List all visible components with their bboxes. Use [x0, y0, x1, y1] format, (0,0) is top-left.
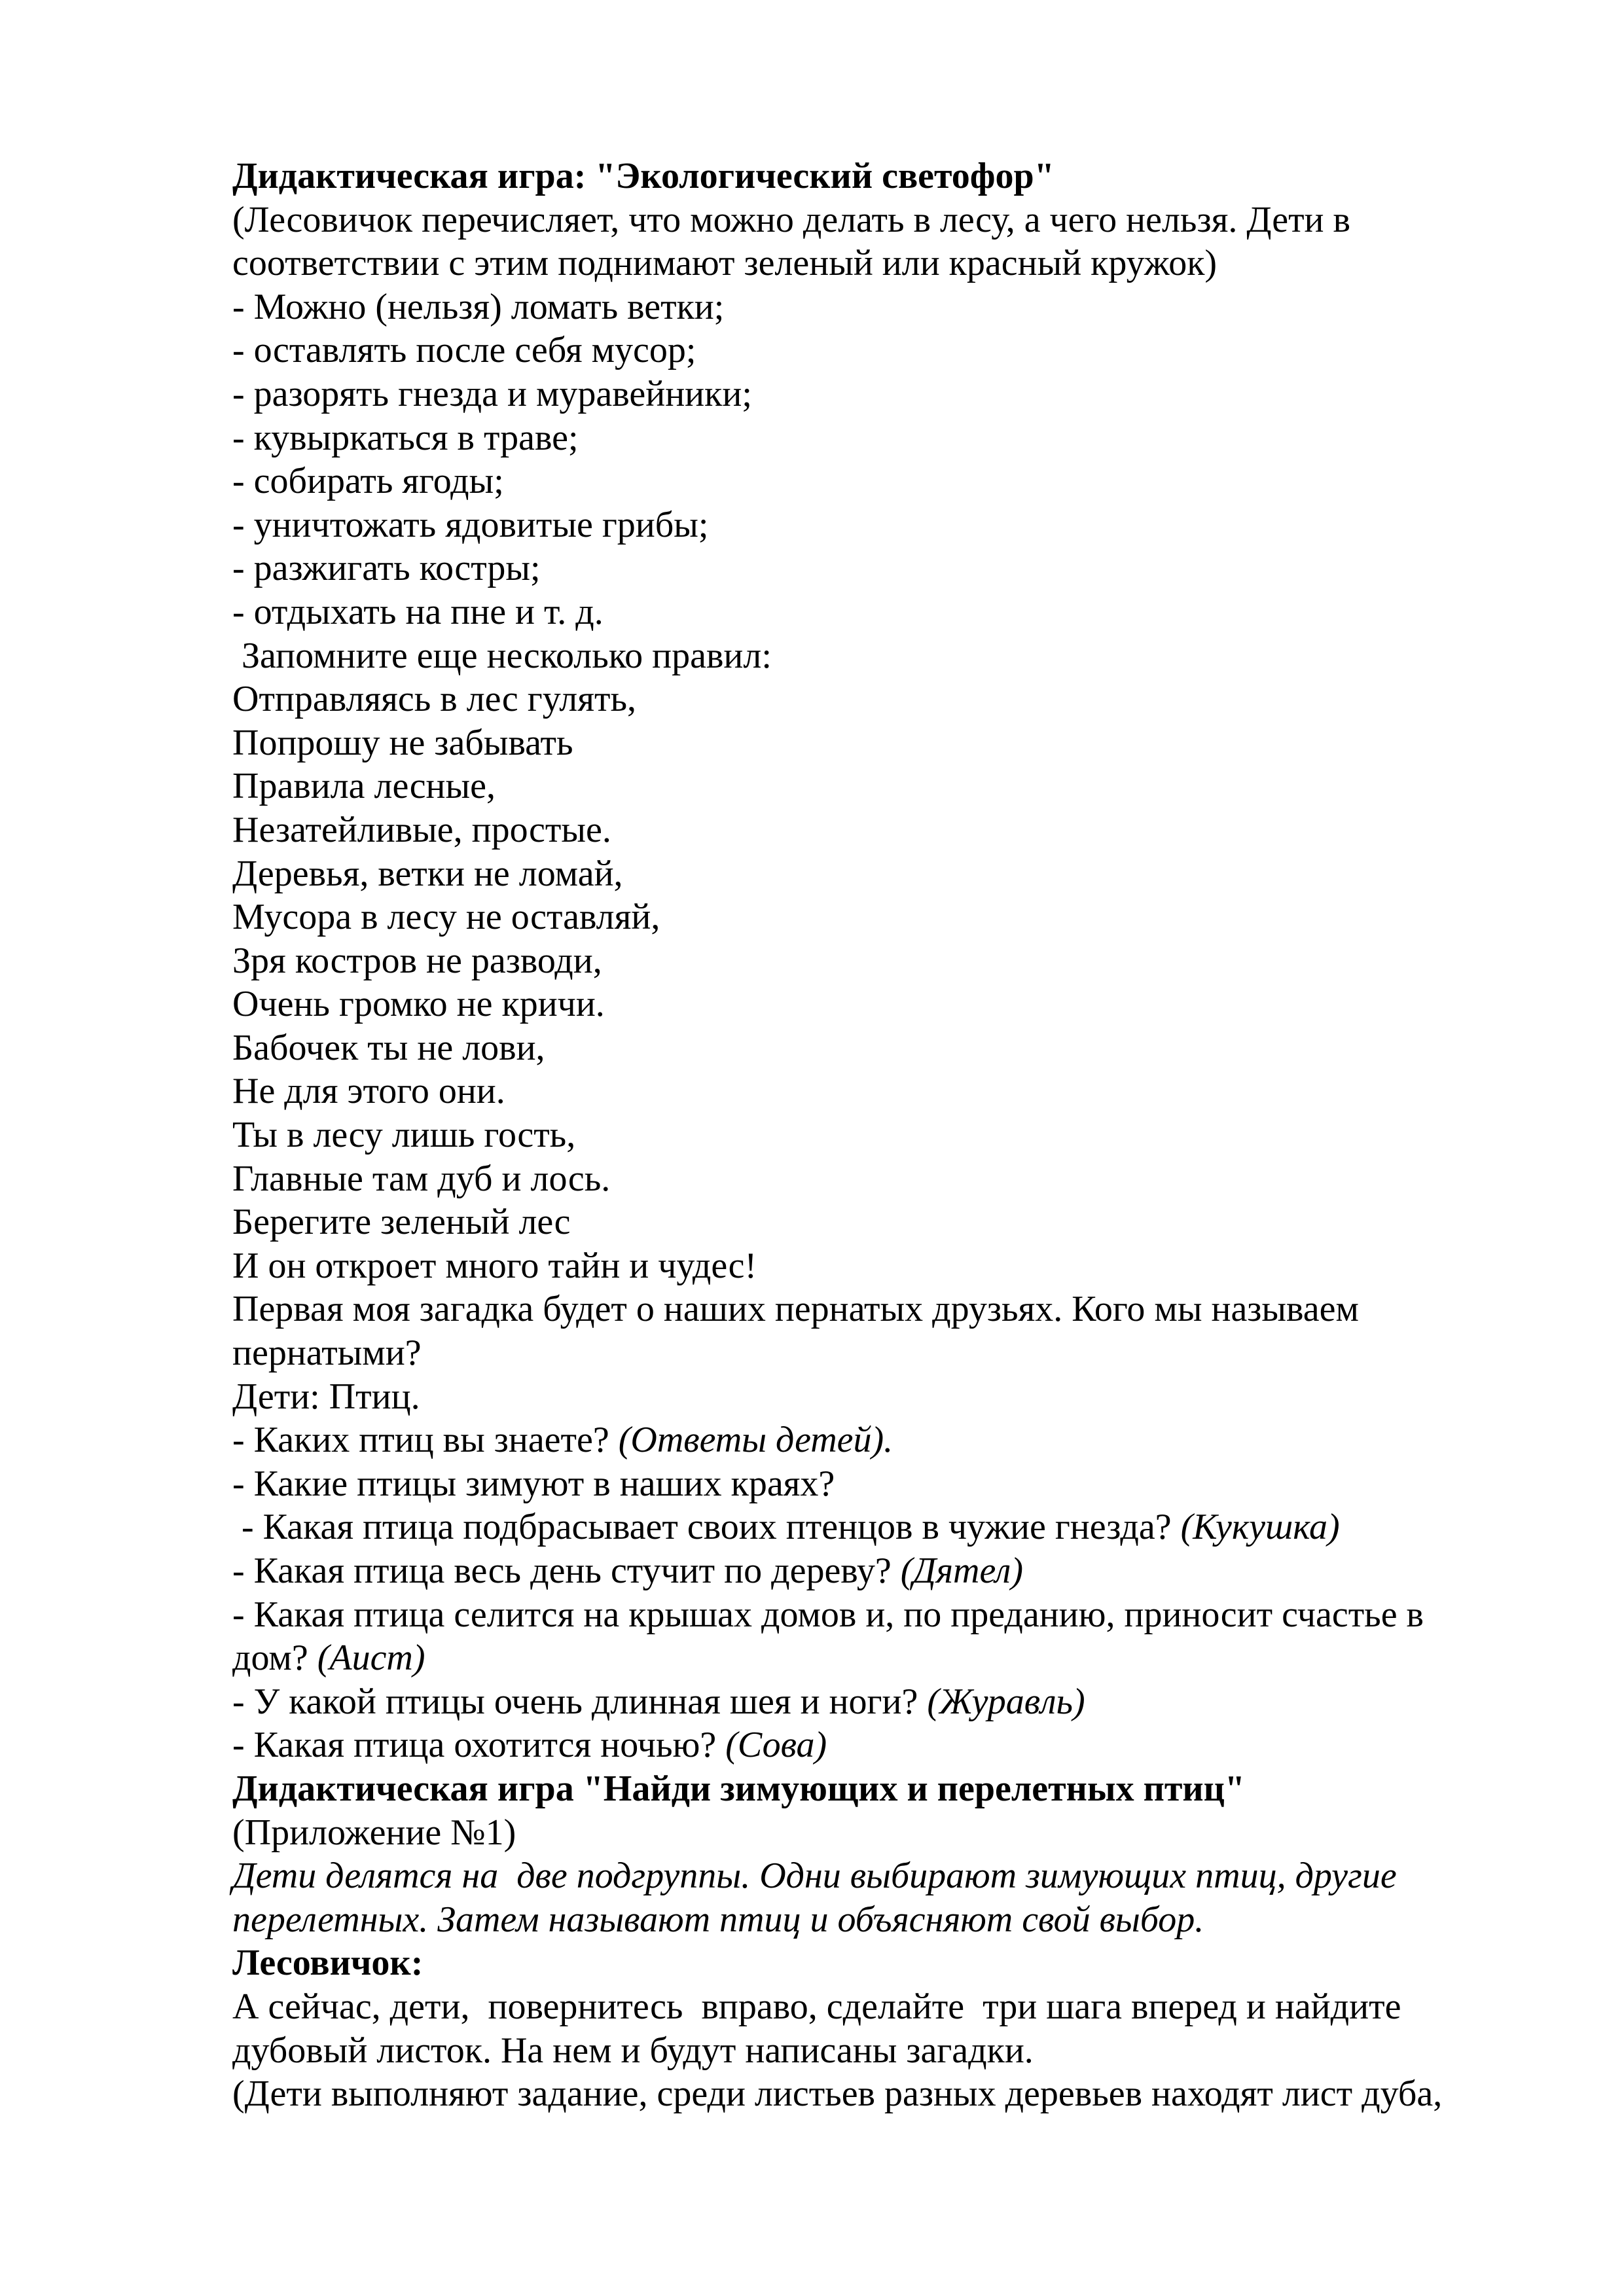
- question-line: [232, 1723, 1515, 1767]
- poem-line: Главные там дуб и лось.: [232, 1158, 611, 1199]
- list-item: - кувыркаться в траве;: [232, 417, 579, 458]
- question-answer: (Сова): [725, 1725, 827, 1766]
- poem-line: И он откроет много тайн и чудес!: [232, 1245, 757, 1286]
- stage-direction: (Дети выполняют задание, среди листьев разных деревьев находят лист дуба,: [232, 2073, 1443, 2115]
- speaker-label: Лесовичок:: [232, 1943, 424, 1984]
- question-text: дом?: [232, 1638, 317, 1679]
- question-line: [232, 1636, 1515, 1680]
- question-text: - Какая птица селится на крышах домов и, по преданию, приносит счастье в: [232, 1594, 1424, 1635]
- question-text: - Какая птица весь день стучит по дереву?: [232, 1551, 901, 1591]
- question-text: - Какие птицы зимуют в наших краях?: [232, 1463, 835, 1504]
- game-description: перелетных. Затем называют птиц и объясняют свой выбор.: [232, 1899, 1204, 1940]
- question-text: - Какая птица охотится ночью?: [232, 1725, 726, 1766]
- question-line: [232, 1549, 1515, 1593]
- intro-text: соответствии с этим поднимают зеленый или красный кружок): [232, 243, 1218, 284]
- speaker-text: А сейчас, дети, повернитесь вправо, сделайте три шага вперед и найдите: [232, 1986, 1401, 2027]
- list-item: - оставлять после себя мусор;: [232, 330, 696, 371]
- section-title-birds-game: Дидактическая игра "Найди зимующих и перелетных птиц": [232, 1768, 1245, 1809]
- question-answer: (Ответы детей).: [618, 1420, 893, 1461]
- question-answer: (Журавль): [927, 1681, 1085, 1722]
- question-line: [232, 1418, 1515, 1462]
- question-line: [232, 1505, 1515, 1549]
- poem-line: Берегите зеленый лес: [232, 1202, 571, 1243]
- riddle-text: Первая моя загадка будет о наших пернатых друзьях. Кого мы называем: [232, 1289, 1359, 1330]
- question-answer: (Дятел): [900, 1551, 1023, 1591]
- poem-line: Зря костров не разводи,: [232, 940, 602, 981]
- question-line: [232, 1680, 1515, 1724]
- riddle-text: пернатыми?: [232, 1333, 422, 1374]
- poem-line: Не для этого они.: [232, 1071, 505, 1112]
- document-page: [232, 154, 1515, 2116]
- poem-line: Ты в лесу лишь гость,: [232, 1115, 576, 1156]
- game-description: Дети делятся на две подгруппы. Одни выбирают зимующих птиц, другие: [232, 1856, 1397, 1897]
- question-answer: (Аист): [317, 1638, 425, 1679]
- poem-line: Отправляясь в лес гулять,: [232, 679, 637, 720]
- list-item: - отдыхать на пне и т. д.: [232, 591, 604, 632]
- list-item: - Можно (нельзя) ломать ветки;: [232, 286, 725, 327]
- poem-line: Мусора в лесу не оставляй,: [232, 897, 660, 938]
- intro-text: (Лесовичок перечисляет, что можно делать в лесу, а чего нельзя. Дети в: [232, 199, 1350, 240]
- section-title-eco-traffic-light: Дидактическая игра: "Экологический светофор": [232, 156, 1055, 196]
- poem-line: Деревья, ветки не ломай,: [232, 853, 623, 894]
- poem-line: Бабочек ты не лови,: [232, 1027, 545, 1068]
- speaker-text: дубовый листок. На нем и будут написаны загадки.: [232, 2030, 1034, 2071]
- poem-line: Незатейливые, простые.: [232, 809, 611, 850]
- question-text: - Каких птиц вы знаете?: [232, 1420, 619, 1461]
- list-item: - собирать ягоды;: [232, 461, 504, 502]
- poem-line: Очень громко не кричи.: [232, 984, 605, 1025]
- appendix-reference: (Приложение №1): [232, 1812, 516, 1853]
- rules-intro: Запомните еще несколько правил:: [232, 635, 772, 676]
- list-item: - разжигать костры;: [232, 548, 541, 589]
- question-answer: (Кукушка): [1180, 1507, 1340, 1548]
- poem-line: Правила лесные,: [232, 766, 496, 807]
- riddle-answer: Дети: Птиц.: [232, 1376, 420, 1417]
- question-line: [232, 1462, 1515, 1506]
- list-item: - разорять гнезда и муравейники;: [232, 373, 752, 414]
- question-line: [232, 1593, 1515, 1637]
- question-text: - Какая птица подбрасывает своих птенцов в чужие гнезда?: [232, 1507, 1181, 1548]
- poem-line: Попрошу не забывать: [232, 722, 573, 763]
- list-item: - уничтожать ядовитые грибы;: [232, 504, 709, 545]
- question-text: - У какой птицы очень длинная шея и ноги?: [232, 1681, 928, 1722]
